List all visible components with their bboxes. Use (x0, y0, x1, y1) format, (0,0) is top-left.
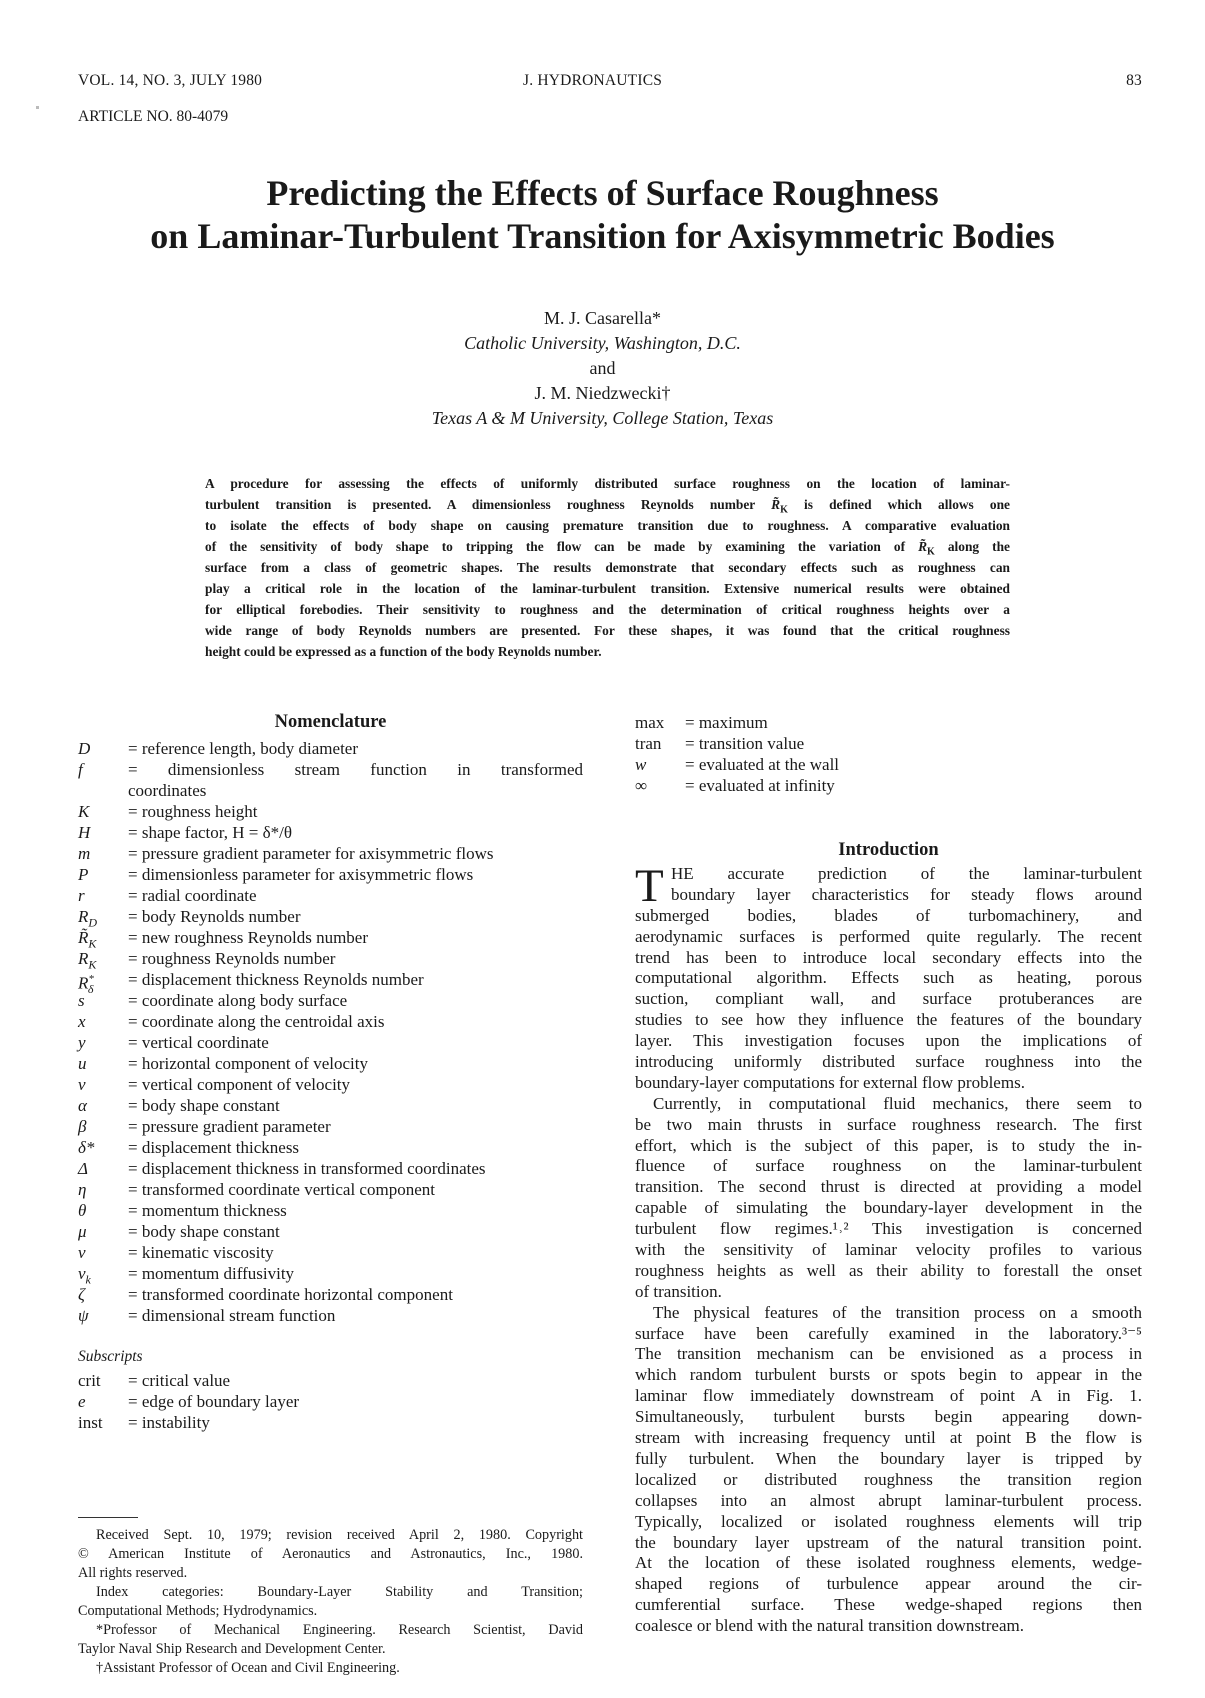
nomenclature-symbol: α (78, 1096, 87, 1115)
subscripts-heading: Subscripts (78, 1348, 143, 1365)
nomenclature-item (78, 1053, 583, 1074)
nomenclature-symbol: η (78, 1180, 87, 1199)
introduction-line: computational algorithm. Effects such as heating, porous (635, 968, 1142, 988)
nomenclature-item (78, 1095, 583, 1116)
introduction-line: of transition. (635, 1281, 722, 1301)
introduction-line: boundary layer characteristics for steady flows around (671, 884, 1142, 904)
nomenclature-item (78, 843, 583, 864)
nomenclature-definition: = new roughness Reynolds number (128, 928, 369, 947)
drop-cap: T (635, 860, 664, 912)
subscript-definition: = evaluated at infinity (685, 776, 835, 795)
nomenclature-symbol: $R_K$ (78, 949, 97, 972)
introduction-line: transition. The second thrust is directed at providing a model (635, 1177, 1142, 1197)
nomenclature-definition: = roughness height (128, 802, 258, 821)
introduction-line: shaped regions of turbulence appear around the cir- (635, 1574, 1142, 1594)
nomenclature-symbol: u (78, 1054, 87, 1073)
nomenclature-definition: = dimensional stream function (128, 1306, 336, 1325)
nomenclature-symbol: H (78, 823, 91, 842)
nomenclature-definition: = radial coordinate (128, 886, 257, 905)
nomenclature-item (78, 1074, 583, 1095)
nomenclature-item (78, 906, 583, 930)
nomenclature-definition: = body Reynolds number (128, 907, 301, 926)
nomenclature-item (78, 1263, 583, 1287)
nomenclature-item (78, 1137, 583, 1158)
scan-mark (36, 106, 39, 109)
subscript-item (635, 775, 1142, 796)
nomenclature-definition: = displacement thickness (128, 1138, 300, 1157)
introduction-line: The transition mechanism can be envisioned as a process in (635, 1344, 1142, 1364)
nomenclature-symbol: v (78, 1075, 86, 1094)
nomenclature-item (78, 990, 583, 1011)
subscript-item (78, 1391, 583, 1412)
footnote-line: Received Sept. 10, 1979; revision received April 2, 1980. Copyright (96, 1527, 583, 1543)
nomenclature-item (78, 759, 583, 780)
abstract-line: wide range of body Reynolds numbers are presented. For these shapes, it was found that the critical roughness (205, 623, 1010, 638)
introduction-body (635, 860, 1142, 1637)
introduction-line: trend has been to introduce local secondary effects into the (635, 947, 1142, 967)
introduction-line: collapses into an almost abrupt laminar-turbulent process. (635, 1490, 1142, 1510)
nomenclature-symbol: K (78, 802, 90, 821)
nomenclature-definition: = coordinate along body surface (128, 991, 348, 1010)
abstract-line: for elliptical forebodies. Their sensitivity to roughness and the determination of critical roughness heights over a (205, 602, 1010, 617)
nomenclature-symbol: y (78, 1033, 86, 1052)
nomenclature-symbol: μ (78, 1222, 87, 1241)
nomenclature-definition: = pressure gradient parameter for axisymmetric flows (128, 844, 494, 863)
introduction-line: submerged bodies, blades of turbomachinery, and (635, 905, 1142, 925)
introduction-line: turbulent flow regimes.¹˒² This investigation is concerned (635, 1219, 1142, 1239)
introduction-line: stream with increasing frequency until at point B the flow is (635, 1428, 1142, 1448)
nomenclature-definition: = vertical coordinate (128, 1033, 269, 1052)
subscript-definition: = instability (128, 1413, 210, 1432)
subscripts-list (78, 1370, 583, 1433)
nomenclature-heading: Nomenclature (274, 712, 387, 732)
introduction-line: At the location of these isolated roughness elements, wedge- (635, 1553, 1142, 1573)
nomenclature-symbol: P (78, 865, 89, 884)
subscript-symbol: inst (78, 1413, 103, 1432)
nomenclature-item (78, 738, 583, 759)
nomenclature-definition: = roughness Reynolds number (128, 949, 336, 968)
subscript-definition: = maximum (685, 713, 768, 732)
nomenclature-definition: = dimensionless parameter for axisymmetric flows (128, 865, 474, 884)
nomenclature-definition: = coordinate along the centroidal axis (128, 1012, 385, 1031)
footnote-line: †Assistant Professor of Ocean and Civil Engineering. (96, 1660, 400, 1676)
introduction-line: fluence of surface roughness on the laminar-turbulent (635, 1156, 1142, 1176)
introduction-line: roughness heights as well as their ability to forestall the onset (635, 1260, 1142, 1280)
nomenclature-item (78, 1221, 583, 1242)
affiliation-1: Catholic University, Washington, D.C. (464, 333, 741, 353)
subscript-symbol: w (635, 755, 647, 774)
subscript-item (635, 712, 1142, 733)
nomenclature-symbol: $R̃_K$ (78, 928, 97, 951)
introduction-line: localized or distributed roughness the transition region (635, 1469, 1142, 1489)
subscript-symbol: max (635, 713, 665, 732)
abstract (205, 473, 1010, 662)
nomenclature-item (78, 822, 583, 843)
nomenclature-symbol: $R_D$ (78, 907, 98, 930)
subscript-definition: = critical value (128, 1371, 231, 1390)
subscript-symbol: crit (78, 1371, 101, 1390)
nomenclature-item (78, 927, 583, 951)
volume-info: VOL. 14, NO. 3, JULY 1980 (78, 72, 263, 89)
nomenclature-symbol: s (78, 991, 85, 1010)
introduction-line: which random turbulent bursts or spots begin to appear in the (635, 1365, 1142, 1385)
journal-name: J. HYDRONAUTICS (523, 72, 663, 89)
nomenclature-definition: = body shape constant (128, 1096, 280, 1115)
nomenclature-definition: = dimensionless stream function in transformed (128, 760, 583, 779)
nomenclature-symbol: x (78, 1012, 86, 1031)
abstract-line: height could be expressed as a function of the body Reynolds number. (205, 644, 602, 659)
title-line-1: Predicting the Effects of Surface Roughness (266, 173, 939, 213)
author-1: M. J. Casarella* (544, 308, 661, 328)
nomenclature-item (78, 1179, 583, 1200)
subscript-symbol: ∞ (635, 776, 648, 795)
introduction-line: suction, compliant wall, and surface protuberances are (635, 989, 1142, 1009)
introduction-line: Typically, localized or isolated roughness elements will trip (635, 1511, 1142, 1531)
subscript-symbol: tran (635, 734, 662, 753)
nomenclature-item (78, 1242, 583, 1263)
introduction-line: laminar flow immediately downstream of point A in Fig. 1. (635, 1386, 1142, 1406)
left-column (78, 712, 583, 1678)
nomenclature-item (78, 1116, 583, 1137)
introduction-line: The physical features of the transition process on a smooth (653, 1302, 1142, 1322)
nomenclature-symbol: r (78, 886, 85, 905)
nomenclature-definition: = momentum diffusivity (128, 1264, 295, 1283)
nomenclature-symbol: Δ (78, 1159, 88, 1178)
nomenclature-item (78, 969, 583, 997)
introduction-line: with the sensitivity of laminar velocity profiles to various (635, 1240, 1142, 1260)
nomenclature-symbol: ζ (78, 1285, 85, 1304)
introduction-line: boundary-layer computations for external flow problems. (635, 1072, 1025, 1092)
nomenclature-symbol: θ (78, 1201, 87, 1220)
introduction-line: introducing uniformly distributed surface roughness into the (635, 1052, 1142, 1072)
footnote-rule (78, 1517, 138, 1518)
introduction-line: fully turbulent. When the boundary layer is tripped by (635, 1448, 1142, 1468)
nomenclature-definition: = transformed coordinate horizontal component (128, 1285, 453, 1304)
paper-title (0, 172, 1205, 258)
abstract-line: A procedure for assessing the effects of uniformly distributed surface roughness on the location of laminar- (205, 476, 1010, 491)
introduction-line: Simultaneously, turbulent bursts begin appearing down- (635, 1407, 1142, 1427)
nomenclature-item (78, 1305, 583, 1326)
affiliation-2: Texas A & M University, College Station, Texas (431, 408, 774, 428)
introduction-line: coalesce or blend with the natural transition downstream. (635, 1616, 1024, 1636)
author-block (0, 306, 1205, 431)
footnote-line: All rights reserved. (78, 1565, 188, 1581)
introduction-heading: Introduction (838, 840, 939, 860)
subscript-item (635, 733, 1142, 754)
introduction-line: be two main thrusts in surface roughness research. The first (635, 1114, 1142, 1134)
page-number: 83 (1126, 72, 1142, 89)
nomenclature-item (78, 1032, 583, 1053)
title-line-2: on Laminar-Turbulent Transition for Axisymmetric Bodies (150, 216, 1055, 256)
right-column (635, 712, 1142, 1637)
introduction-line: capable of simulating the boundary-layer development in the (635, 1198, 1142, 1218)
nomenclature-definition: = transformed coordinate vertical component (128, 1180, 435, 1199)
nomenclature-symbol: ψ (78, 1306, 89, 1325)
subscript-item (78, 1412, 583, 1433)
subscripts-list-continued (635, 712, 1142, 796)
introduction-line: the boundary layer upstream of the natural transition point. (635, 1532, 1142, 1552)
nomenclature-symbol: m (78, 844, 91, 863)
nomenclature-symbol: f (78, 760, 83, 779)
nomenclature-definition: = shape factor, H = δ*/θ (128, 823, 292, 842)
nomenclature-symbol: D (78, 739, 91, 758)
nomenclature-item (78, 948, 583, 972)
subscript-definition: = edge of boundary layer (128, 1392, 300, 1411)
introduction-line: layer. This investigation focuses upon the implications of (635, 1031, 1142, 1051)
nomenclature-item (78, 1200, 583, 1221)
nomenclature-definition: = displacement thickness in transformed coordinates (128, 1159, 486, 1178)
footnote-line: Taylor Naval Ship Research and Development Center. (78, 1641, 386, 1657)
footnote-line: © American Institute of Aeronautics and Astronautics, Inc., 1980. (78, 1546, 583, 1562)
footnote-line: *Professor of Mechanical Engineering. Research Scientist, David (96, 1622, 583, 1638)
subscript-definition: = evaluated at the wall (685, 755, 840, 774)
abstract-line: surface from a class of geometric shapes. The results demonstrate that secondary effects such as roughness can (205, 560, 1010, 575)
nomenclature-item (78, 885, 583, 906)
nomenclature-item (78, 1011, 583, 1032)
nomenclature-symbol: $R^*_\delta$ (78, 973, 94, 997)
nomenclature-definition: = kinematic viscosity (128, 1243, 274, 1262)
nomenclature-symbol: δ* (78, 1138, 95, 1157)
footnote-line: Computational Methods; Hydrodynamics. (78, 1603, 318, 1619)
introduction-line: surface have been carefully examined in the laboratory.³⁻⁵ (635, 1323, 1142, 1343)
nomenclature-definition: = reference length, body diameter (128, 739, 359, 758)
introduction-line: HE accurate prediction of the laminar-turbulent (671, 864, 1142, 883)
nomenclature-definition: = displacement thickness Reynolds number (128, 970, 424, 989)
nomenclature-definition: = pressure gradient parameter (128, 1117, 331, 1136)
subscript-item (635, 754, 1142, 775)
introduction-line: effort, which is the subject of this paper, is to study the in- (635, 1135, 1142, 1155)
footnote-line: Index categories: Boundary-Layer Stability and Transition; (96, 1584, 583, 1600)
subscript-symbol: e (78, 1392, 86, 1411)
nomenclature-list (78, 738, 583, 1326)
introduction-line: cumferential surface. These wedge-shaped regions then (635, 1595, 1142, 1615)
article-number: ARTICLE NO. 80-4079 (78, 108, 229, 125)
nomenclature-symbol: $\nu_k$ (78, 1264, 91, 1287)
subscript-item (78, 1370, 583, 1391)
nomenclature-definition-continued: coordinates (128, 781, 207, 800)
author-conjunction: and (589, 358, 616, 378)
nomenclature-symbol: ν (78, 1243, 86, 1262)
nomenclature-item (78, 801, 583, 822)
author-2: J. M. Niedzwecki† (534, 383, 671, 403)
nomenclature-item (78, 1158, 583, 1179)
nomenclature-item (78, 1284, 583, 1305)
nomenclature-definition: = vertical component of velocity (128, 1075, 351, 1094)
nomenclature-definition: = body shape constant (128, 1222, 280, 1241)
introduction-line: studies to see how they influence the features of the boundary (635, 1010, 1142, 1030)
nomenclature-definition: = momentum thickness (128, 1201, 287, 1220)
nomenclature-symbol: β (78, 1117, 87, 1136)
abstract-line: to isolate the effects of body shape on causing premature transition due to roughness. A comparative evaluation (205, 518, 1010, 533)
introduction-line: aerodynamic surfaces is performed quite regularly. The recent (635, 926, 1142, 946)
abstract-line: play a critical role in the location of the laminar-turbulent transition. Extensive numerical results were obtained (205, 581, 1010, 596)
nomenclature-item (78, 864, 583, 885)
footnotes (78, 1526, 583, 1678)
subscript-definition: = transition value (685, 734, 805, 753)
abstract-line: of the sensitivity of body shape to tripping the flow can be made by examining the variation of $R̃_K$ along the (205, 539, 1010, 557)
introduction-line: Currently, in computational fluid mechanics, there seem to (653, 1093, 1142, 1113)
abstract-line: turbulent transition is presented. A dimensionless roughness Reynolds number $R̃_K$ is defined which allows one (205, 497, 1010, 515)
nomenclature-definition: = horizontal component of velocity (128, 1054, 368, 1073)
